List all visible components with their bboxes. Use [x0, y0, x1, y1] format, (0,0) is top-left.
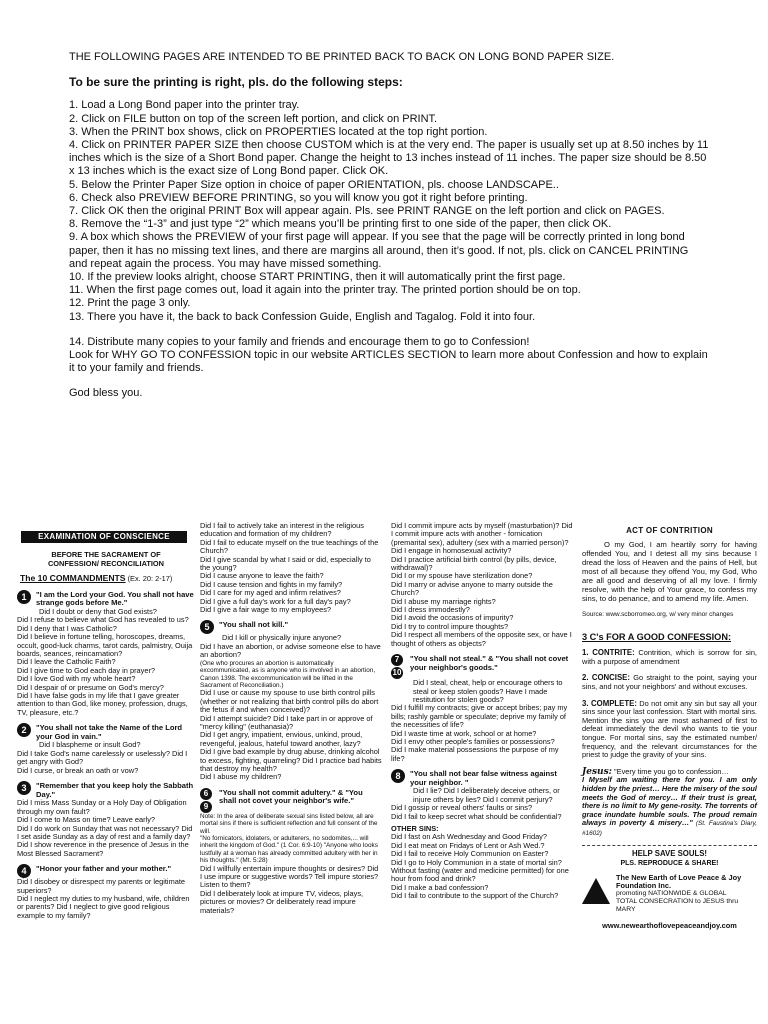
question: Did I fail to contribute to the support of the Church?: [391, 891, 559, 901]
commandment-8: [391, 769, 573, 787]
question: Did I love God with my whole heart?: [17, 674, 136, 684]
question: Did I get angry, impatient, envious, unkind, proud, revengeful, jealous, hateful toward another, lazy?: [200, 730, 363, 748]
instruction-step: 1. Load a Long Bond paper into the printer tray.: [69, 99, 300, 112]
question: Did I kill or physically injure anyone?: [222, 633, 342, 643]
question: Did I make material possessions the purpose of my life?: [391, 745, 559, 763]
question: Did I doubt or deny that God exists?: [39, 607, 157, 616]
commandment-text: "You shall not kill.": [219, 620, 289, 630]
before-line-2: CONFESSION/ RECONCILIATION: [47, 559, 165, 569]
instruction-step: 8. Remove the “1-3” and just type “2” which means you’ll be printing first to one side of the paper, then click OK.: [69, 218, 612, 231]
question: Did I fast on Ash Wednesday and Good Friday?: [391, 832, 547, 842]
instruction-step: 5. Below the Printer Paper Size option in choice of paper ORIENTATION, pls. choose LANDSCAPE..: [69, 178, 559, 191]
question: Did I blaspheme or insult God?: [39, 740, 141, 750]
question: Did I give a fair wage to my employees?: [200, 605, 332, 615]
c-item-label: 2. CONCISE:: [582, 673, 630, 683]
question: Did I fail to keep secret what should be confidential?: [391, 811, 562, 821]
before-line-1: BEFORE THE SACRAMENT OF: [51, 550, 161, 560]
number-badge: 5: [200, 620, 214, 634]
question: Did I waste time at work, school or at home?: [391, 728, 537, 738]
commandment-text: "You shall not bear false witness against your neighbor. ": [410, 769, 557, 787]
source-note: Source: www.scborromeo.org, w/ very minor changes: [582, 611, 734, 619]
triangle-logo-icon: [582, 878, 610, 904]
commandment-4-continued: [200, 522, 382, 614]
question: Did I miss Mass Sunday or a Holy Day of Obligation through my own fault?: [17, 798, 187, 816]
commandment-text: "You shall not commit adultery." & "You shall not covet your neighbor's wife.": [219, 787, 363, 806]
question: Did I take God's name carelessly or uselessly? Did I get angry with God?: [17, 748, 188, 767]
commandment-2-questions: [17, 741, 195, 775]
examination-title: EXAMINATION OF CONSCIENCE: [21, 531, 187, 543]
number-badge: 2: [17, 723, 31, 737]
question: Did I abuse my children?: [200, 772, 282, 782]
question: Did I refuse to believe what God has revealed to us? Did I deny that I was Catholic?: [17, 615, 189, 633]
commandment-3: [17, 781, 195, 799]
commandment-2: [17, 723, 195, 741]
question: Did I willfully entertain impure thoughts or desires? Did I use impure or suggestive words? Tell impure stories? Listen to them?: [200, 863, 379, 890]
number-badge: 4: [17, 864, 31, 878]
number-badge: 7: [391, 654, 403, 666]
number-badge: 10: [392, 668, 402, 678]
foundation-name: The New Earth of Love Peace & Joy Foundation Inc.: [616, 873, 742, 891]
before-sacrament-heading: [17, 550, 195, 568]
question: Did I show reverence in the presence of Jesus in the Most Blessed Sacrament?: [17, 840, 189, 858]
number-badge: 3: [17, 781, 31, 795]
look-for-text: Look for WHY GO TO CONFESSION topic in our website ARTICLES SECTION to learn more about Confession and how to explain it to your family and friends.: [69, 349, 708, 375]
commandment-text: "Remember that you keep holy the Sabbath Day.": [36, 781, 194, 799]
question: Did I marry or advise anyone to marry outside the Church?: [391, 579, 553, 598]
reproduce-share: PLS. REPRODUCE & SHARE!: [620, 859, 719, 867]
question: Did I dress immodestly?: [391, 605, 470, 615]
question: Did I respect all members of the opposite sex, or have I thought of others as objects?: [391, 630, 572, 648]
c-item-text: Contrition, which is sorrow for sin, with a purpose of amendment: [582, 648, 757, 666]
blessing: God bless you.: [69, 387, 143, 400]
jesus-quote: [582, 776, 757, 838]
number-badge: 6: [200, 788, 212, 800]
commandment-1-questions: [17, 608, 195, 717]
exodus-reference: (Ex. 20: 2-17): [125, 574, 173, 584]
question: Did I deliberately look at impure TV, videos, plays, pictures or movies? Or deliberately read impure materials?: [200, 888, 364, 915]
c-item-concise: [582, 674, 757, 691]
other-sins-questions: [391, 833, 573, 900]
print-instructions: [69, 51, 709, 401]
other-sins-heading: OTHER SINS:: [391, 823, 439, 833]
commandment-text: "You shall not take the Name of the Lord your God in vain.": [36, 723, 183, 741]
commandment-text: "Honor your father and your mother.": [36, 864, 172, 874]
question: Did I practice artificial birth control (by pills, device, withdrawal)?: [391, 554, 557, 573]
c-item-text: Do not omit any sin but say all your sins since your last confession. Start with mortal sins. Mention the sins you are most ashamed of first to defeat immediately the devil who wants to tie your tongue. For mortal sins, say the estimated number/ frequency, and the relevant circumstances for the priest to judge the gravity of your sins.: [582, 698, 757, 760]
question: Did I believe in fortune telling, horoscopes, dreams, occult, good-luck charms, tarot cards, palmistry, Ouija boards, seances, reincarnation?: [17, 632, 193, 659]
question: Did I leave the Catholic Faith?: [17, 657, 116, 667]
instruction-step: 11. When the first page comes out, load it again into the printer tray. The printed portion should be on top.: [69, 284, 581, 297]
instruction-step: 2. Click on FILE button on top of the screen left portion, and click on PRINT.: [69, 112, 438, 125]
instructions-subheading: To be sure the printing is right, pls. do the following steps:: [69, 75, 403, 90]
website-link[interactable]: www.newearthoflovepeaceandjoy.com: [602, 921, 737, 931]
sexual-sins-note: Note: In the area of deliberate sexual sins listed below, all are mortal sins if there is sufficient reflection and full consent of the will.: [200, 812, 378, 835]
question: Did I go to Holy Communion in a state of mortal sin? Without fasting (water and medicine permitted) for one hour from food and drink?: [391, 857, 569, 884]
number-badge: 8: [391, 769, 405, 783]
question: Did I give bad example by drug abuse, drinking alcohol to excess, fighting, quarreling? Did I practice bad habits that destroy my health?: [200, 747, 382, 773]
question: Did I fail to actively take an interest in the religious education and formation of my children?: [200, 521, 364, 539]
commandment-text: "You shall not steal." & "You shall not covet your neighbor's goods.": [410, 654, 569, 672]
commandment-6-9-continued: [391, 522, 573, 648]
confession-guide-sheet: [17, 522, 757, 1014]
commandment-1: [17, 590, 195, 608]
question: Did I fulfill my contracts; give or accept bribes; pay my bills; rashly gamble or speculate; deprive my family of the necessities of life?: [391, 703, 568, 730]
question: Did I cause anyone to leave the faith?: [200, 571, 324, 581]
question: Did I attempt suicide? Did I take part in or approve of "mercy killing" (euthanasia)?: [200, 713, 373, 731]
c-item-label: 3. COMPLETE:: [582, 698, 637, 708]
jesus-quote-block: [582, 768, 757, 839]
question: Did I avoid the occasions of impurity?: [391, 613, 514, 623]
three-cs-title: 3 C's FOR A GOOD CONFESSION:: [582, 631, 732, 642]
instruction-step: 12. Print the page 3 only.: [69, 297, 191, 310]
number-badges: [391, 654, 405, 679]
foundation-block: [582, 874, 757, 914]
question: Did I come to Mass on time? Leave early?: [17, 815, 156, 825]
number-badges: [200, 788, 214, 813]
instruction-step: 13. There you have it, the back to back Confession Guide, English and Tagalog. Fold it into four.: [69, 310, 536, 323]
question: Did I engage in homosexual activity?: [391, 546, 512, 556]
question: Did I care for my aged and infirm relatives?: [200, 588, 341, 598]
ten-commandments-heading: [20, 574, 195, 583]
faustina-citation: (St. Faustina's Diary, #1602): [582, 820, 757, 837]
divider: [582, 845, 757, 846]
question: Did I or my spouse have sterilization done?: [391, 571, 533, 581]
foundation-line: TOTAL CONSECRATION to JESUS thru MARY: [616, 898, 739, 914]
jesus-label: Jesus:: [582, 766, 612, 777]
instruction-step: 6. Check also PREVIEW BEFORE PRINTING, so you will know you got it right before printing.: [69, 191, 528, 204]
instruction-step: 9. A box which shows the PREVIEW of your first page will appear. If you see that the page will be correctly printed in long bond paper, then it has no missing text lines, and there are margins all around, then it’s good. If not, pls. click on CANCEL PRINTING and repeat again the process. You may have missed something.: [69, 231, 689, 270]
question: Did I steal, cheat, help or encourage others to steal or keep stolen goods? Have I made restitution for stolen goods?: [413, 678, 563, 704]
ten-commandments-label: The 10 COMMANDMENTS: [20, 573, 126, 584]
question: Did I gossip or reveal others' faults or sins?: [391, 803, 533, 813]
instructions-heading: THE FOLLOWING PAGES ARE INTENDED TO BE PRINTED BACK TO BACK ON LONG BOND PAPER SIZE.: [69, 51, 615, 63]
commandment-7-10: [391, 654, 573, 679]
c-item-text: Go straight to the point, saying your sins, and not your neighbors' and without excuses.: [582, 673, 757, 691]
question: Did I give scandal by what I said or did, especially to the young?: [200, 554, 371, 573]
question: Did I make a bad confession?: [391, 882, 489, 892]
question: Did I have an abortion, or advise someone else to have an abortion?: [200, 641, 381, 660]
number-badge: 1: [17, 590, 31, 604]
question: Did I despair of or presume on God's mercy?: [17, 682, 164, 692]
question: Did I use or cause my spouse to use birth control pills (whether or not realizing that birth control pills do abort the fetus if and when conceived)?: [200, 688, 379, 715]
question: Did I eat meat on Fridays of Lent or Ash Wed.?: [391, 840, 545, 850]
commandment-3-questions: [17, 799, 195, 858]
commandment-4-questions: [17, 878, 195, 920]
question: Did I lie? Did I deliberately deceive others, or injure others by lies? Did I commit perjury?: [413, 786, 560, 804]
instruction-steps: [69, 99, 709, 323]
question: Did I curse, or break an oath or vow?: [17, 765, 139, 775]
commandment-text: "I am the Lord your God. You shall not have strange gods before Me.": [36, 589, 194, 608]
question: Did I do work on Sunday that was not necessary? Did I set aside Sunday as a day of rest and a family day?: [17, 823, 193, 841]
instruction-step: 7. Click OK then the original PRINT Box will appear again. Pls. see PRINT RANGE on the left portion and click on PAGES.: [69, 205, 665, 218]
number-badge: 9: [200, 801, 212, 813]
foundation-line: promoting NATIONWIDE & GLOBAL: [616, 890, 727, 898]
question: Did I disobey or disrespect my parents or legitimate superiors?: [17, 877, 186, 895]
question: Did I fail to receive Holy Communion on Easter?: [391, 849, 549, 859]
question: Did I commit impure acts by myself (masturbation)? Did I commit impure acts with another - fornication (premarital sex), adultery (sex with a married person)?: [391, 521, 573, 547]
column-3: [391, 522, 573, 901]
question: Did I try to control impure thoughts?: [391, 621, 509, 631]
commandment-8-questions: [391, 787, 573, 821]
instruction-step: 10. If the preview looks alright, choose START PRINTING, then it will automatically print the first page.: [69, 271, 566, 284]
act-of-contrition-text: O my God, I am heartily sorry for having offended You, and I detest all my sins because I dread the loss of Heaven and the pains of Hell, but most of all because they offend You, my God, Who are all good and deserving of all my love. I firmly resolve, with the help of Your grace, to confess my sins, to do penance, and to amend my life. Amen.: [582, 540, 757, 604]
commandment-5-questions: [200, 634, 382, 781]
commandment-6-9: [200, 788, 382, 813]
abortion-note: (One who procures an abortion is automatically excommunicated, as is anyone who is involved in an abortion, Canon 1398. The excommunication will be lifted in the Sacrament of Reconciliation.): [200, 659, 376, 689]
question: Did I give time to God each day in prayer?: [17, 665, 156, 675]
act-of-contrition-title: ACT OF CONTRITION: [626, 526, 713, 535]
instruction-step: 3. When the PRINT box shows, click on PROPERTIES located at the top right portion.: [69, 125, 488, 138]
question: Did I give a full day's work for a full day's pay?: [200, 596, 351, 606]
help-save-souls: HELP SAVE SOULS!: [631, 848, 708, 858]
question: Did I envy other people's families or possessions?: [391, 736, 555, 746]
column-4: [582, 522, 757, 931]
foundation-text: [616, 874, 757, 914]
jesus-lead: "Every time you go to confession…: [611, 766, 729, 776]
jesus-quote-text: I Myself am waiting there for you. I am only hidden by the priest… Here the misery of the soul meets the God of mercy… If their trust is great, there is no limit to My gene-rosity. The torrents of grace inundate humble souls. The proud remain always in poverty & misery…": [582, 775, 757, 828]
commandment-7-10-questions: [391, 679, 573, 763]
commandment-6-9-questions: [200, 813, 382, 915]
commandment-4: [17, 864, 195, 878]
c-item-contrite: [582, 649, 757, 666]
question: Did I cause tension and fights in my family?: [200, 579, 343, 589]
question: Did I have false gods in my life that I gave greater attention to than God, like money, profession, drugs, TV, pleasure, etc.?: [17, 691, 188, 717]
c-item-complete: [582, 700, 757, 760]
question: Did I abuse my marriage rights?: [391, 596, 496, 606]
c-item-label: 1. CONTRITE:: [582, 648, 635, 658]
column-2: [200, 522, 382, 915]
question: Did I fail to educate myself on the true teachings of the Church?: [200, 537, 379, 556]
instruction-step-14: 14. Distribute many copies to your family and friends and encourage them to go to Confession!: [69, 335, 530, 348]
commandment-5: [200, 620, 382, 634]
scripture-note: "No fornicators, idolaters, or adulterers, no sodomites,... will inherit the kingdom of God." (1 Cor. 6:9-10) "Anyone who looks lustfully at a woman has already committed adultery with her in his thoughts." (Mt. 5:28): [200, 835, 378, 865]
instruction-step: 4. Click on PRINTER PAPER SIZE then choose CUSTOM which is at the very end. The paper is usually set up at 8.50 inches by 11 inches which is the size of a Short Bond paper. Change the height to 13 inches instead of 11 inches. The paper size should be 8.50 x 13 inches which is the exact size of Long Bond paper. Click OK.: [69, 139, 709, 178]
column-1: [17, 522, 195, 920]
question: Did I neglect my duties to my husband, wife, children or parents? Did I neglect to give good religious example to my family?: [17, 893, 190, 920]
